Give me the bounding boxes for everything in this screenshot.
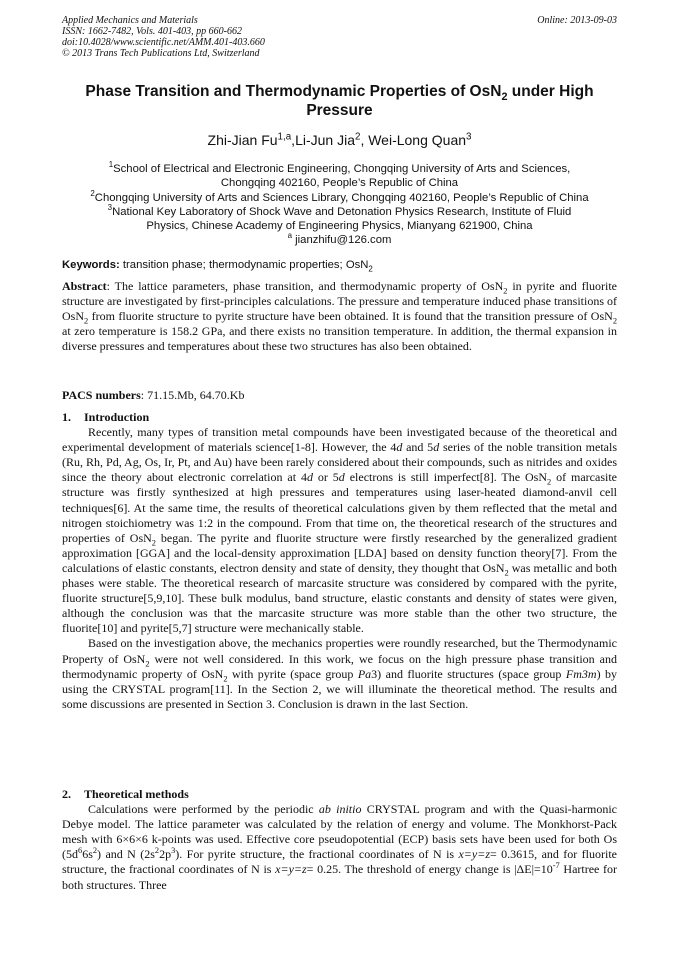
doi-line[interactable]: doi:10.4028/www.scientific.net/AMM.401-403.660 <box>62 37 265 48</box>
author-list <box>62 131 617 149</box>
abstract-sub: 2 <box>612 316 617 326</box>
para-text: CRYSTAL program and with the Quasi-harmonic Debye model. The lattice parameter was calculated by the relation of energy and volume. The Monkhorst-Pack mesh with 6×6×6 k-points was used. Effective core pseudopotential (ECP) basis sets have been used for both Os (5d <box>62 802 617 862</box>
paragraph <box>62 802 617 893</box>
superscript: 3 <box>171 846 176 856</box>
author-name: Wei-Long Quan <box>368 132 467 148</box>
author-affil-sup: 2 <box>354 131 361 143</box>
superscript: -7 <box>552 861 560 871</box>
abstract-sub: 2 <box>503 286 508 296</box>
abstract-text: : The lattice parameters, phase transition, and thermodynamic property of OsN <box>106 279 504 293</box>
para-text: of marcasite structure was firstly synthesized at high pressures and temperatures using laser-heated diamond-anvil cell techniques[6]. At the same time, the results of theoretical calculations given by them reflected that the metal and nitrogen stoichiometry was 1:2 in the compound. From that time on, the theoretical research of the structures and properties of OsN <box>62 470 617 545</box>
author-name: Li-Jun Jia <box>295 132 355 148</box>
journal-name: Applied Mechanics and Materials <box>62 15 198 26</box>
author-affil-sup: 3 <box>466 131 472 143</box>
abstract <box>62 279 617 354</box>
abstract-text: at zero temperature is 158.2 GPa, and there exists no transition temperature. In addition, the thermal expansion in diverse pressures and temperatures about these two structures has also been obtained. <box>62 324 617 354</box>
paragraph <box>62 425 617 636</box>
email-text[interactable]: jianzhifu@126.com <box>292 234 392 247</box>
affiliation-2 <box>62 188 617 205</box>
para-text: ) by using the CRYSTAL program[11]. In the Section 2, we will illuminate the theoretical method. The results and some discussions are presented in Section 3. Conclusion is drawn in the last Section. <box>62 666 618 711</box>
title-rest: under High Pressure <box>306 83 594 119</box>
copyright-line: © 2013 Trans Tech Publications Ltd, Switzerland <box>62 48 260 59</box>
paragraph <box>62 636 617 711</box>
subscript: 2 <box>504 568 509 578</box>
subscript: 2 <box>151 538 156 548</box>
affiliation-1 <box>62 162 617 176</box>
para-text: began. The pyrite and fluorite structure were firstly researched by the generalized gradient approximation [GGA] and the local-density approximation [LDA] based on density function theory[7]. From the calculations of elastic constants, electron density and state of density, they thought that OsN <box>62 530 617 575</box>
pacs-text: : 71.15.Mb, 64.70.Kb <box>140 388 245 402</box>
affil-text: Chongqing University of Arts and Sciences Library, Chongqing 402160, People’s Republic of China <box>94 191 589 204</box>
affiliation-3 <box>62 205 617 219</box>
subscript: 2 <box>223 673 228 683</box>
para-text: = 0.25. The threshold of energy change is |ΔE|=10 <box>306 862 553 877</box>
section-heading <box>62 787 617 802</box>
affil-sup: 3 <box>107 203 113 213</box>
italic-text: ab initio <box>318 802 362 817</box>
para-text: or 5 <box>312 470 339 485</box>
abstract-sub: 2 <box>84 316 89 326</box>
author-sep: , <box>291 132 296 148</box>
para-text: 2p <box>159 847 172 862</box>
para-text: series of the noble transition metals (Ru, Rh, Pd, Ag, Os, Ir, Pt, and Au) have been rarely considered about their compounds, such as nitrides and oxides since the theory about electronic correlation at 4 <box>62 440 618 485</box>
title-main: Phase Transition and Thermodynamic Properties of OsN <box>85 83 502 100</box>
para-text: electrons is still imperfect[8]. The OsN <box>344 470 548 485</box>
abstract-label: Abstract <box>62 279 107 293</box>
paper-title <box>62 82 617 120</box>
author-sep: , <box>360 132 369 148</box>
superscript: 2 <box>154 846 160 856</box>
abstract-text: from fluorite structure to pyrite structure have been obtained. It is found that the transition pressure of OsN <box>88 309 613 324</box>
para-text: = 0.3615, and for fluorite structure, the fractional coordinates of N is <box>62 847 618 877</box>
para-text: ). For pyrite structure, the fractional coordinates of N is <box>175 847 459 862</box>
title-sub: 2 <box>501 91 508 104</box>
keywords-text: transition phase; thermodynamic properties; OsN <box>119 259 369 271</box>
pacs-label: PACS numbers <box>62 388 141 402</box>
author-affil-sup: 1,a <box>277 131 292 143</box>
para-text: ) and N (2s <box>97 847 155 862</box>
italic-text: d <box>338 470 345 485</box>
author-name: Zhi-Jian Fu <box>207 132 278 148</box>
keywords-sub: 2 <box>368 264 373 274</box>
italic-text: d <box>306 470 313 485</box>
section-title: Introduction <box>84 410 150 424</box>
italic-text: Pa <box>357 666 372 681</box>
email-sup: a <box>287 231 292 241</box>
para-text: Based on the investigation above, the mechanics properties were roundly researched, but the Thermodynamic Property of OsN <box>62 636 617 666</box>
superscript: 6 <box>78 846 83 856</box>
para-text: Hartree for both structures. Three <box>62 862 618 892</box>
pacs-line <box>62 388 617 403</box>
section-number: 1. <box>62 410 71 424</box>
affiliations <box>62 162 617 248</box>
para-text: 6s <box>82 847 93 862</box>
section-methods <box>62 787 617 893</box>
para-text: was metallic and both phases were stable. The theoretical research of marcasite structure was considered by compared with the pyrite, fluorite structure[5,9,10]. These bulk modulus, band structure, elastic constants and density of states were given, although the conclusion was that the marcasite structure was more stable than the other two structure, the fluorite[10] and pyrite[5,7] structure were mechanically stable. <box>62 560 617 636</box>
abstract-text: in pyrite and fluorite structure are investigated by first-principles calculations. The pressure and temperature induced phase transitions of OsN <box>62 279 617 324</box>
italic-text: d <box>433 440 440 455</box>
affiliation-1-cont: Chongqing 402160, People’s Republic of China <box>220 177 459 190</box>
affil-sup: 2 <box>90 188 95 198</box>
keywords-line <box>62 258 617 272</box>
superscript: 2 <box>92 846 98 856</box>
italic-text: d <box>396 440 403 455</box>
keywords-label: Keywords: <box>62 259 120 271</box>
section-introduction <box>62 410 617 712</box>
section-heading <box>62 410 617 425</box>
section-title: Theoretical methods <box>84 787 189 801</box>
section-number: 2. <box>62 787 71 801</box>
online-date: Online: 2013-09-03 <box>537 15 617 26</box>
para-text: Recently, many types of transition metal compounds have been investigated because of the theoretical and experimental development of materials science[1-8]. However, the 4 <box>62 425 617 455</box>
subscript: 2 <box>145 658 150 668</box>
affil-sup: 1 <box>108 160 114 170</box>
para-text: with pyrite (space group <box>227 666 358 681</box>
affil-text: National Key Laboratory of Shock Wave and Detonation Physics Research, Institute of Fluid <box>112 205 572 218</box>
italic-text: x=y=z <box>458 847 491 862</box>
subscript: 2 <box>547 477 552 487</box>
affiliation-3-cont: Physics, Chinese Academy of Engineering Physics, Mianyang 621900, China <box>146 220 533 233</box>
para-text: 3) and fluorite structures (space group <box>371 666 566 681</box>
para-text: and 5 <box>402 440 434 455</box>
journal-header <box>62 15 617 59</box>
issn-line: ISSN: 1662-7482, Vols. 401-403, pp 660-662 <box>62 26 242 37</box>
para-text: were not well considered. In this work, we focus on the high pressure phase transition and thermodynamic property of OsN <box>62 651 617 681</box>
italic-text: Fm3m <box>565 666 597 681</box>
para-text: Calculations were performed by the periodic <box>88 802 319 817</box>
italic-text: x=y=z <box>275 862 307 877</box>
author-email <box>62 233 617 247</box>
affil-text: School of Electrical and Electronic Engineering, Chongqing University of Arts and Sciences, <box>113 163 571 175</box>
